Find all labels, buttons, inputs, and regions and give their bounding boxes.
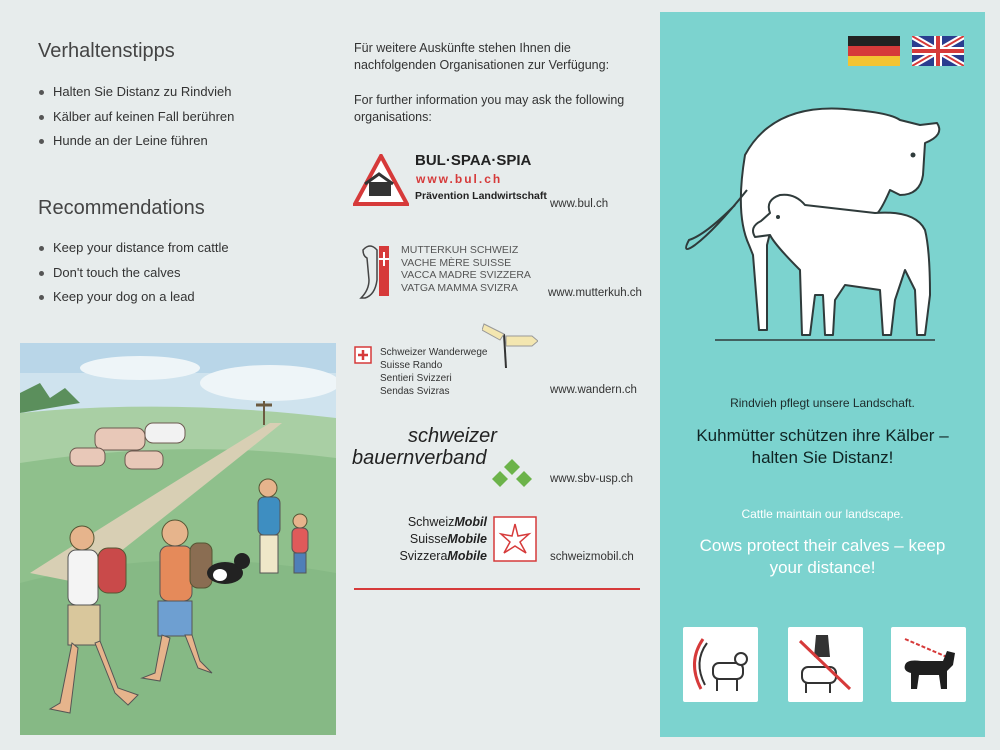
bul-subtitle: Prävention Landwirtschaft <box>415 190 547 202</box>
schweizmobil-names <box>399 514 487 565</box>
cow-calf-illustration <box>675 95 975 355</box>
wandern-link[interactable]: www.wandern.ch <box>550 384 637 396</box>
sbv-logo <box>350 425 540 490</box>
wanderwege-logo <box>354 320 554 400</box>
org-name-line: MUTTERKUH SCHWEIZ <box>401 244 519 256</box>
divider <box>354 588 640 590</box>
bul-name: BUL·SPAA·SPIA <box>415 152 532 169</box>
tips-list-en <box>39 236 319 310</box>
cow-sketch-icon <box>355 240 395 302</box>
bul-link[interactable]: www.bul.ch <box>550 198 609 210</box>
hikers-illustration <box>20 343 336 735</box>
caption-en: Cattle maintain our landscape. <box>741 507 904 521</box>
org-name-part: Svizzera <box>399 549 448 563</box>
dog-on-leash-icon <box>891 627 966 702</box>
org-name-line: VACCA MADRE SVIZZERA <box>401 269 531 281</box>
tips-list-de <box>39 80 319 154</box>
sbv-line2: bauernverband <box>352 447 487 469</box>
org-name-line: Schweizer Wanderwege <box>380 347 488 358</box>
uk-flag-icon[interactable] <box>912 36 964 66</box>
list-item: Kälber auf keinen Fall berühren <box>39 105 319 130</box>
list-item: Keep your distance from cattle <box>39 236 319 261</box>
org-name-line <box>399 548 487 565</box>
mutterkuh-names <box>401 244 531 294</box>
wanderwege-names <box>380 346 487 398</box>
warning-en: Cows protect their calves – keep your distance! <box>699 536 946 577</box>
heading-de: Verhaltenstipps <box>38 40 175 62</box>
info-text-de: Für weitere Auskünfte stehen Ihnen die nachfolgenden Organisationen zur Verfügung: <box>354 41 610 72</box>
org-name-line: VACHE MÈRE SUISSE <box>401 256 512 269</box>
org-name-line: Sentieri Svizzeri <box>380 373 452 384</box>
org-name-part: Suisse <box>409 532 448 546</box>
bul-web: www.bul.ch <box>416 172 503 186</box>
signpost-icon <box>482 320 538 370</box>
org-name-line: VATGA MAMMA SVIZRA <box>401 281 518 294</box>
org-name-part: Mobil <box>454 515 487 529</box>
org-name-part: Mobile <box>447 549 487 563</box>
info-text-en: For further information you may ask the following organisations: <box>354 93 625 124</box>
sbv-line1: schweizer <box>408 425 497 447</box>
sbv-diamond-icon <box>488 459 536 487</box>
list-item: Hunde an der Leine führen <box>39 129 319 154</box>
mutterkuh-link[interactable]: www.mutterkuh.ch <box>548 287 642 299</box>
schweizmobil-star-icon <box>493 516 537 562</box>
caption-de: Rindvieh pflegt unsere Landschaft. <box>730 396 915 410</box>
org-name-part: Mobile <box>447 532 487 546</box>
heading-en: Recommendations <box>38 197 205 219</box>
org-name-part: Schweiz <box>407 515 455 529</box>
org-name-line <box>399 514 487 531</box>
german-flag-icon[interactable] <box>848 36 900 66</box>
bul-triangle-icon <box>353 154 409 208</box>
list-item: Keep your dog on a lead <box>39 285 319 310</box>
warning-de: Kuhmütter schützen ihre Kälber – halten Sie Distanz! <box>696 426 949 467</box>
no-touch-calves-icon <box>788 627 863 702</box>
schweizmobil-logo <box>355 514 545 566</box>
mutterkuh-logo <box>355 240 545 302</box>
schweizmobil-link[interactable]: schweizmobil.ch <box>550 551 634 563</box>
org-name-line <box>399 531 487 548</box>
org-name-line: Sendas Svizras <box>380 386 450 397</box>
bul-logo <box>353 152 547 212</box>
list-item: Halten Sie Distanz zu Rindvieh <box>39 80 319 105</box>
swiss-cross-icon <box>354 346 372 364</box>
list-item: Don't touch the calves <box>39 261 319 286</box>
sbv-link[interactable]: www.sbv-usp.ch <box>550 473 634 485</box>
org-name-line: Suisse Rando <box>380 360 443 371</box>
keep-distance-icon <box>683 627 758 702</box>
